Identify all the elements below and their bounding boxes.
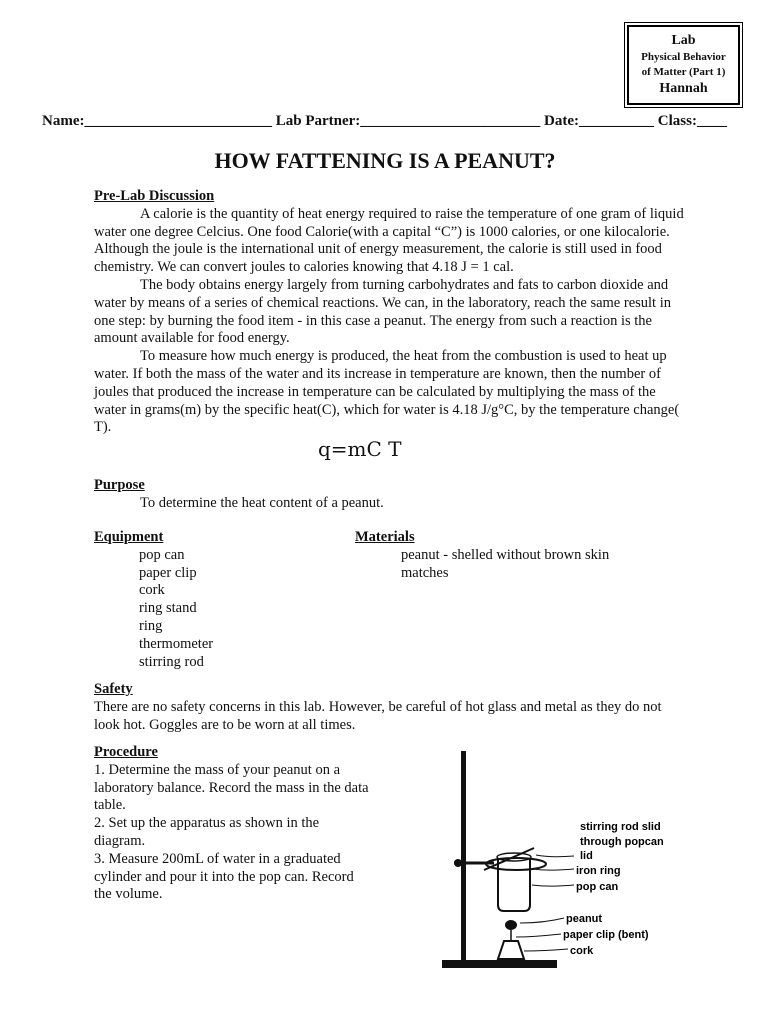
label-iron-ring: iron ring <box>576 865 621 877</box>
procedure-heading: Procedure <box>94 744 158 760</box>
safety-text: There are no safety concerns in this lab. However, be careful of hot glass and metal as they do not look hot. Goggles are to be worn at all times. <box>94 698 662 733</box>
equipment-item: ring <box>139 617 163 634</box>
unit-label-2: of Matter (Part 1) <box>641 66 726 78</box>
materials-heading: Materials <box>355 529 415 545</box>
equipment-item: thermometer <box>139 635 214 652</box>
label-peanut: peanut <box>566 913 603 925</box>
materials-item: peanut - shelled without brown skin <box>401 546 610 563</box>
safety-heading: Safety <box>94 681 133 697</box>
label-paper-clip: paper clip (bent) <box>563 929 649 941</box>
equipment-item: pop can <box>139 546 185 563</box>
equipment-item: ring stand <box>139 600 197 617</box>
prelab-heading: Pre-Lab Discussion <box>94 188 215 204</box>
procedure-step-3: 3. Measure 200mL of water in a graduated cylinder and pour it into the pop can. Record the volume. <box>94 850 354 903</box>
equipment-heading: Equipment <box>94 529 164 545</box>
unit-label-1: Physical Behavior <box>641 51 726 63</box>
page-title: HOW FATTENING IS A PEANUT? <box>214 148 556 173</box>
leader-line-iron-ring <box>532 869 574 870</box>
label-pop-can: pop can <box>576 881 619 893</box>
prelab-paragraph-3: To measure how much energy is produced, the heat from the combustion is used to heat up water. If both the mass of the water and its increase in temperature are known, then the number of joules that produced the increase in temperature can be calculated by multiplying the mass of the water in grams(m) by the specific heat(C), which for water is 4.18 J/g°C, by the temperature change( T). <box>94 348 680 436</box>
apparatus-diagram <box>436 745 686 975</box>
ring-stand-rod <box>461 751 466 961</box>
label-cork: cork <box>570 945 594 957</box>
purpose-text: To determine the heat content of a peanut. <box>140 494 384 511</box>
header-fields: Name:_________________________ Lab Partner:________________________ Date:__________ Class:____ <box>42 113 727 129</box>
leader-line-cork <box>524 949 568 951</box>
equipment-section <box>94 529 334 671</box>
safety-section <box>94 681 684 734</box>
prelab-section <box>94 188 684 437</box>
leader-line-clip <box>516 934 561 937</box>
label-stirring-rod-2: through popcan <box>580 836 664 848</box>
leader-line-pop-can <box>532 885 574 886</box>
equipment-item: stirring rod <box>139 653 204 670</box>
label-stirring-rod: stirring rod slid <box>580 821 661 833</box>
purpose-heading: Purpose <box>94 477 145 493</box>
cork-shape <box>498 941 524 959</box>
lab-label: Lab <box>671 33 696 48</box>
materials-section <box>355 529 685 582</box>
procedure-section <box>94 744 372 904</box>
clamp-screw <box>454 859 462 867</box>
leader-line-peanut <box>520 918 564 923</box>
lab-info-box <box>627 25 740 105</box>
materials-item: matches <box>401 564 449 581</box>
leader-line-stirring-rod <box>536 855 574 857</box>
peanut-shape <box>505 920 517 930</box>
student-name: Hannah <box>659 81 708 96</box>
label-lid: lid <box>580 850 593 862</box>
procedure-step-1: 1. Determine the mass of your peanut on a laboratory balance. Record the mass in the data table. <box>94 761 369 814</box>
procedure-step-2: 2. Set up the apparatus as shown in the diagram. <box>94 815 320 849</box>
heat-equation: q=mC T <box>318 437 402 461</box>
prelab-paragraph-2: The body obtains energy largely from turning carbohydrates and fats to carbon dioxide and water by means of a series of chemical reactions. We can, in the laboratory, reach the same result in one step: by burning the food item - in this case a peanut. The energy from such a reaction is the amount available for food energy. <box>94 276 671 347</box>
iron-ring-shape <box>486 858 546 870</box>
ring-stand-base <box>442 960 557 968</box>
prelab-paragraph-1: A calorie is the quantity of heat energy required to raise the temperature of one gram of liquid water one degree Celcius. One food Calorie(with a capital “C”) is 1000 calories, or one kilocalorie. Although the joule is the international unit of energy measurement, the calorie is still used in food chemistry. We can convert joules to calories knowing that 4.18 J = 1 cal. <box>94 205 684 276</box>
purpose-section <box>94 477 684 513</box>
equipment-item: cork <box>139 582 165 599</box>
pop-can-shape <box>498 858 530 911</box>
equipment-item: paper clip <box>139 564 197 581</box>
